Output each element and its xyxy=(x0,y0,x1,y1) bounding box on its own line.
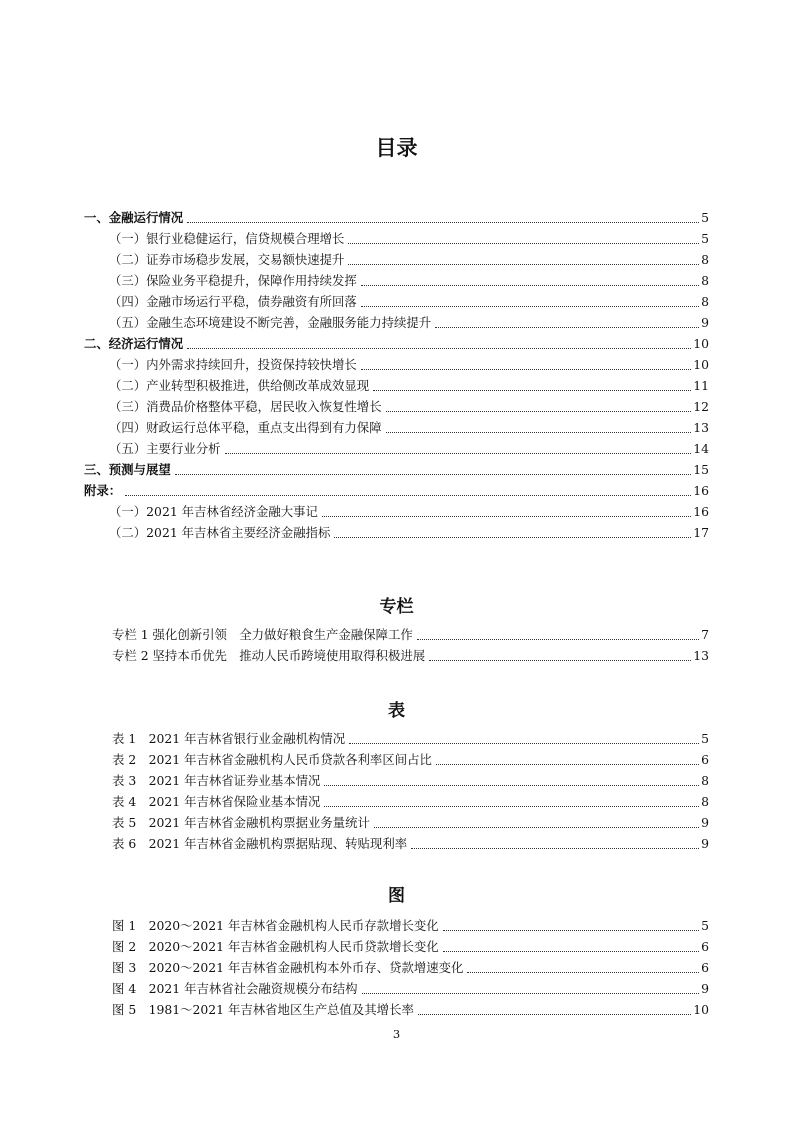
toc-entry[interactable] xyxy=(109,271,709,291)
leader-dots xyxy=(386,411,692,412)
toc-entry[interactable] xyxy=(109,292,709,312)
toc-entry-page: 9 xyxy=(701,315,709,330)
toc-entry[interactable] xyxy=(84,481,709,501)
toc-entry[interactable] xyxy=(109,397,709,417)
toc-entry-label: （五）主要行业分析 xyxy=(109,441,221,456)
toc-entry-label: （一）银行业稳健运行，信贷规模合理增长 xyxy=(109,231,345,246)
leader-dots xyxy=(467,972,699,973)
leader-dots xyxy=(187,222,699,223)
toc-entry-page: 12 xyxy=(693,399,709,414)
leader-dots xyxy=(324,785,699,786)
figure-entry[interactable] xyxy=(112,958,709,978)
toc-entry[interactable] xyxy=(109,502,709,522)
leader-dots xyxy=(125,495,691,496)
toc-entry[interactable] xyxy=(109,418,709,438)
figure-entry-label: 图 2 2020～2021 年吉林省金融机构人民币贷款增长变化 xyxy=(112,939,439,954)
figure-entry-label: 图 3 2020～2021 年吉林省金融机构本外币存、贷款增速变化 xyxy=(112,960,464,975)
toc-entry-label: （四）财政运行总体平稳，重点支出得到有力保障 xyxy=(109,420,382,435)
toc-entry-label: （二）2021 年吉林省主要经济金融指标 xyxy=(109,525,331,540)
toc-entry[interactable] xyxy=(84,208,709,228)
leader-dots xyxy=(443,951,699,952)
toc-entry-label: （三）保险业务平稳提升，保障作用持续发挥 xyxy=(109,273,357,288)
leader-dots xyxy=(386,432,692,433)
toc-entry-label: 一、金融运行情况 xyxy=(84,210,184,225)
table-entry[interactable] xyxy=(112,792,709,812)
table-entry-page: 6 xyxy=(701,752,709,767)
toc-entry-page: 17 xyxy=(693,525,709,540)
columns-heading: 专栏 xyxy=(379,597,414,617)
table-entry-label: 表 4 2021 年吉林省保险业基本情况 xyxy=(112,794,321,809)
column-entry[interactable] xyxy=(112,646,709,666)
table-entry[interactable] xyxy=(112,834,709,854)
toc-entry-label: （二）产业转型积极推进，供给侧改革成效显现 xyxy=(109,378,370,393)
leader-dots xyxy=(443,930,699,931)
leader-dots xyxy=(324,806,699,807)
table-entry-label: 表 5 2021 年吉林省金融机构票据业务量统计 xyxy=(112,815,370,830)
toc-entry-page: 14 xyxy=(693,441,709,456)
leader-dots xyxy=(322,516,691,517)
table-entry-page: 9 xyxy=(701,815,709,830)
leader-dots xyxy=(348,264,699,265)
figure-entry-label: 图 4 2021 年吉林省社会融资规模分布结构 xyxy=(112,981,358,996)
leader-dots xyxy=(349,743,699,744)
figure-entry[interactable] xyxy=(112,937,709,957)
leader-dots xyxy=(374,827,699,828)
column-entry-page: 13 xyxy=(693,648,709,663)
toc-entry[interactable] xyxy=(109,250,709,270)
toc-entry-page: 10 xyxy=(693,357,709,372)
table-entry-page: 8 xyxy=(701,773,709,788)
toc-entry-label: （五）金融生态环境建设不断完善，金融服务能力持续提升 xyxy=(109,315,432,330)
leader-dots xyxy=(361,369,691,370)
leader-dots xyxy=(225,453,692,454)
table-entry-label: 表 1 2021 年吉林省银行业金融机构情况 xyxy=(112,731,346,746)
toc-title: 目录 xyxy=(375,136,418,160)
page-number: 3 xyxy=(392,1027,401,1041)
toc-entry[interactable] xyxy=(109,523,709,543)
toc-entry-page: 5 xyxy=(701,210,709,225)
leader-dots xyxy=(429,660,691,661)
table-entry-page: 8 xyxy=(701,794,709,809)
figure-entry-page: 6 xyxy=(701,939,709,954)
figure-entry-page: 6 xyxy=(701,960,709,975)
table-entry-page: 5 xyxy=(701,731,709,746)
leader-dots xyxy=(361,285,699,286)
figure-entry-label: 图 1 2020～2021 年吉林省金融机构人民币存款增长变化 xyxy=(112,918,439,933)
leader-dots xyxy=(418,1014,691,1015)
figure-entry-page: 10 xyxy=(693,1002,709,1017)
toc-entry-label: 附录： xyxy=(84,483,122,498)
toc-entry-label: （三）消费品价格整体平稳，居民收入恢复性增长 xyxy=(109,399,382,414)
figure-entry[interactable] xyxy=(112,1000,709,1020)
toc-entry[interactable] xyxy=(109,439,709,459)
figure-entry-page: 5 xyxy=(701,918,709,933)
toc-entry-page: 5 xyxy=(701,231,709,246)
toc-entry-page: 11 xyxy=(693,378,709,393)
toc-entry-page: 8 xyxy=(701,252,709,267)
leader-dots xyxy=(411,848,699,849)
table-entry[interactable] xyxy=(112,750,709,770)
toc-entry-page: 10 xyxy=(693,336,709,351)
leader-dots xyxy=(436,764,699,765)
figure-entry-label: 图 5 1981～2021 年吉林省地区生产总值及其增长率 xyxy=(112,1002,414,1017)
leader-dots xyxy=(361,306,699,307)
figure-entry-page: 9 xyxy=(701,981,709,996)
column-entry-label: 专栏 1 强化创新引领 全力做好粮食生产金融保障工作 xyxy=(112,627,413,642)
table-entry[interactable] xyxy=(112,729,709,749)
toc-entry-label: （一）2021 年吉林省经济金融大事记 xyxy=(109,504,318,519)
toc-entry-label: （四）金融市场运行平稳，债券融资有所回落 xyxy=(109,294,357,309)
toc-entry-page: 8 xyxy=(701,273,709,288)
toc-entry-page: 13 xyxy=(693,420,709,435)
toc-entry[interactable] xyxy=(109,376,709,396)
table-entry-label: 表 3 2021 年吉林省证券业基本情况 xyxy=(112,773,321,788)
leader-dots xyxy=(334,537,691,538)
table-entry-page: 9 xyxy=(701,836,709,851)
column-entry-page: 7 xyxy=(701,627,709,642)
column-entry-label: 专栏 2 坚持本币优先 推动人民币跨境使用取得积极进展 xyxy=(112,648,426,663)
figure-entry[interactable] xyxy=(112,979,709,999)
table-entry-label: 表 2 2021 年吉林省金融机构人民币贷款各利率区间占比 xyxy=(112,752,432,767)
toc-entry-label: （二）证券市场稳步发展，交易额快速提升 xyxy=(109,252,345,267)
toc-entry-label: 三、预测与展望 xyxy=(84,462,171,477)
toc-entry-page: 8 xyxy=(701,294,709,309)
toc-entry[interactable] xyxy=(109,355,709,375)
table-entry[interactable] xyxy=(112,771,709,791)
toc-entry[interactable] xyxy=(109,313,709,333)
leader-dots xyxy=(187,348,691,349)
toc-entry[interactable] xyxy=(109,229,709,249)
toc-entry-label: （一）内外需求持续回升，投资保持较快增长 xyxy=(109,357,357,372)
figures-heading: 图 xyxy=(388,886,405,906)
toc-entry[interactable] xyxy=(84,460,709,480)
leader-dots xyxy=(373,390,691,391)
toc-entry-page: 16 xyxy=(693,504,709,519)
leader-dots xyxy=(175,474,691,475)
table-entry[interactable] xyxy=(112,813,709,833)
tables-heading: 表 xyxy=(388,701,405,721)
toc-entry-label: 二、经济运行情况 xyxy=(84,336,184,351)
toc-entry-page: 15 xyxy=(693,462,709,477)
leader-dots xyxy=(417,639,699,640)
toc-entry[interactable] xyxy=(84,334,709,354)
leader-dots xyxy=(362,993,700,994)
leader-dots xyxy=(435,327,699,328)
figure-entry[interactable] xyxy=(112,916,709,936)
leader-dots xyxy=(348,243,699,244)
table-entry-label: 表 6 2021 年吉林省金融机构票据贴现、转贴现利率 xyxy=(112,836,408,851)
toc-entry-page: 16 xyxy=(693,483,709,498)
column-entry[interactable] xyxy=(112,625,709,645)
